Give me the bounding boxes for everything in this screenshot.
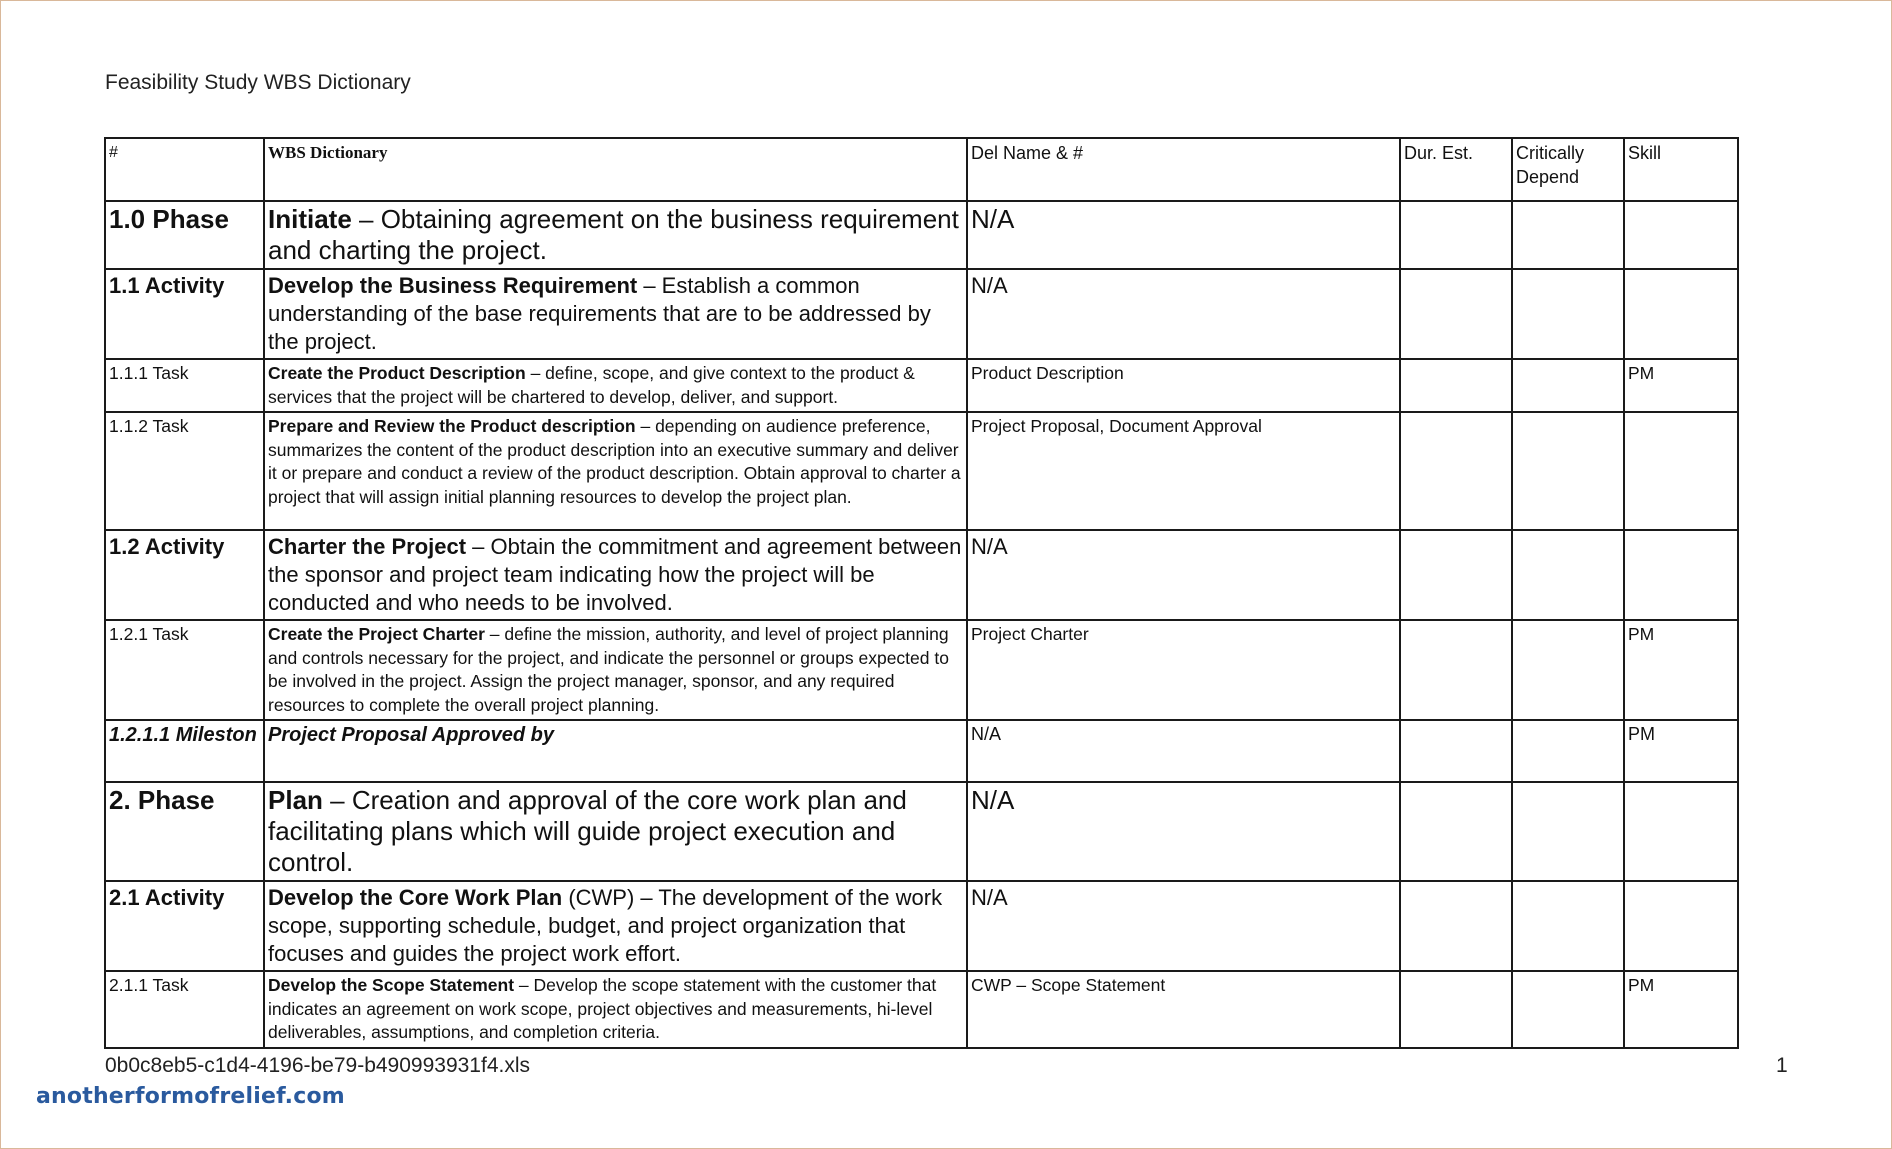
- row-duration: [1400, 359, 1512, 412]
- table-row: [105, 720, 1738, 782]
- row-critically-depend: [1512, 782, 1624, 881]
- row-number: 2.1 Activity: [105, 881, 264, 971]
- table-row: [105, 412, 1738, 530]
- header-dur-est: Dur. Est.: [1400, 138, 1512, 201]
- row-deliverable: N/A: [967, 782, 1400, 881]
- row-number: 1.1 Activity: [105, 269, 264, 359]
- row-number: 1.0 Phase: [105, 201, 264, 269]
- table-row: [105, 782, 1738, 881]
- row-duration: [1400, 720, 1512, 782]
- table-row: [105, 359, 1738, 412]
- row-description: [264, 971, 967, 1048]
- row-critically-depend: [1512, 201, 1624, 269]
- table-row: [105, 620, 1738, 720]
- row-number: 1.2.1.1 Mileston: [105, 720, 264, 782]
- row-description-lead: Create the Project Charter: [268, 624, 485, 644]
- row-description-text: – Establish a common understanding of the base requirements that are to be addressed by the project.: [268, 273, 931, 354]
- row-duration: [1400, 412, 1512, 530]
- row-number: 2.1.1 Task: [105, 971, 264, 1048]
- row-critically-depend: [1512, 881, 1624, 971]
- row-description: [264, 620, 967, 720]
- row-duration: [1400, 269, 1512, 359]
- row-number: 1.2.1 Task: [105, 620, 264, 720]
- row-deliverable: Product Description: [967, 359, 1400, 412]
- row-critically-depend: [1512, 359, 1624, 412]
- row-description-lead: Develop the Core Work Plan: [268, 885, 563, 910]
- row-description-text: – define, scope, and give context to the product & services that the project will be chartered to develop, deliver, and support.: [268, 363, 915, 407]
- row-description: [264, 359, 967, 412]
- row-skill: [1624, 530, 1738, 620]
- table-header-row: [105, 138, 1738, 201]
- row-description: [264, 782, 967, 881]
- row-critically-depend: [1512, 620, 1624, 720]
- row-critically-depend: [1512, 720, 1624, 782]
- row-deliverable: N/A: [967, 881, 1400, 971]
- row-description: [264, 412, 967, 530]
- header-num: #: [105, 138, 264, 201]
- row-description: [264, 881, 967, 971]
- header-wbs-dictionary: WBS Dictionary: [264, 138, 967, 201]
- watermark-text: anotherformofrelief.com: [36, 1084, 345, 1109]
- row-number: 2. Phase: [105, 782, 264, 881]
- row-description-text: – define the mission, authority, and level of project planning and controls necessary for the project, and indicate the personnel or groups expected to be involved in the project. Assign the project manager, sponsor, and any required resources to complete the overall project planning.: [268, 624, 949, 715]
- row-deliverable: N/A: [967, 201, 1400, 269]
- row-description-text: – Creation and approval of the core work plan and facilitating plans which will guide project execution and control.: [268, 785, 907, 877]
- row-skill: PM: [1624, 359, 1738, 412]
- row-skill: PM: [1624, 720, 1738, 782]
- table-row: [105, 530, 1738, 620]
- row-critically-depend: [1512, 971, 1624, 1048]
- row-number: 1.2 Activity: [105, 530, 264, 620]
- row-critically-depend: [1512, 530, 1624, 620]
- row-duration: [1400, 881, 1512, 971]
- footer-filename: 0b0c8eb5-c1d4-4196-be79-b490993931f4.xls: [105, 1054, 531, 1077]
- row-critically-depend: [1512, 269, 1624, 359]
- header-skill: Skill: [1624, 138, 1738, 201]
- row-skill: [1624, 201, 1738, 269]
- row-description: [264, 720, 967, 782]
- row-description-lead: Create the Product Description: [268, 363, 526, 383]
- row-skill: [1624, 881, 1738, 971]
- row-deliverable: N/A: [967, 530, 1400, 620]
- header-del-name: Del Name & #: [967, 138, 1400, 201]
- row-description-text: – Develop the scope statement with the customer that indicates an agreement on work scope, project objectives and measurements, hi-level deliverables, assumptions, and completion criteria.: [268, 975, 937, 1042]
- row-deliverable: N/A: [967, 720, 1400, 782]
- row-critically-depend: [1512, 412, 1624, 530]
- row-number: 1.1.1 Task: [105, 359, 264, 412]
- table-row: [105, 201, 1738, 269]
- row-deliverable: Project Charter: [967, 620, 1400, 720]
- header-critically-depend: Critically Depend: [1512, 138, 1624, 201]
- footer-page-number: 1: [1776, 1054, 1788, 1077]
- row-description-lead: Plan: [268, 785, 323, 815]
- row-description-text: – depending on audience preference, summarizes the content of the product description into an executive summary and deliver it or prepare and conduct a review of the product description. Obtain approval to charter a project that will assign initial planning resources to develop the project plan.: [268, 416, 961, 507]
- table-row: [105, 971, 1738, 1048]
- table-row: [105, 881, 1738, 971]
- row-description-lead: Develop the Scope Statement: [268, 975, 515, 995]
- row-skill: PM: [1624, 971, 1738, 1048]
- row-duration: [1400, 782, 1512, 881]
- row-description-lead: Project Proposal Approved by: [268, 724, 554, 746]
- row-description: [264, 530, 967, 620]
- row-description-text: – Obtain the commitment and agreement between the sponsor and project team indicating how the project will be conducted and who needs to be involved.: [268, 534, 962, 615]
- row-number: 1.1.2 Task: [105, 412, 264, 530]
- row-description-lead: Develop the Business Requirement: [268, 273, 638, 298]
- row-skill: [1624, 782, 1738, 881]
- row-deliverable: Project Proposal, Document Approval: [967, 412, 1400, 530]
- row-skill: PM: [1624, 620, 1738, 720]
- row-deliverable: N/A: [967, 269, 1400, 359]
- row-duration: [1400, 620, 1512, 720]
- row-deliverable: CWP – Scope Statement: [967, 971, 1400, 1048]
- row-description-lead: Prepare and Review the Product description: [268, 416, 636, 436]
- wbs-dictionary-table: [104, 137, 1739, 1049]
- table-row: [105, 269, 1738, 359]
- page-title: Feasibility Study WBS Dictionary: [105, 71, 411, 94]
- row-duration: [1400, 530, 1512, 620]
- row-description-text: (CWP) – The development of the work scope, supporting schedule, budget, and project organization that focuses and guides the project work effort.: [268, 885, 943, 966]
- row-duration: [1400, 971, 1512, 1048]
- row-description: [264, 269, 967, 359]
- row-description-lead: Initiate: [268, 204, 352, 234]
- row-description-text: – Obtaining agreement on the business requirement and charting the project.: [268, 204, 959, 265]
- row-duration: [1400, 201, 1512, 269]
- row-skill: [1624, 269, 1738, 359]
- row-description: [264, 201, 967, 269]
- row-skill: [1624, 412, 1738, 530]
- row-description-lead: Charter the Project: [268, 534, 467, 559]
